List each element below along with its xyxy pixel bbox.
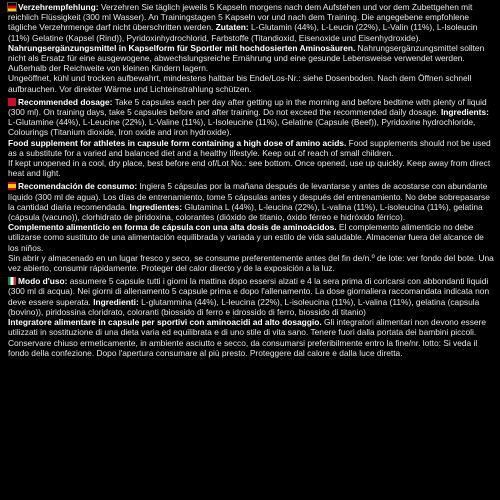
supplement-label-en: Food supplement for athletes in capsule form containing a high dose of amino acids. [8,137,347,148]
supplement-text-de: Nahrungsergänzungsmittel sollten nicht als Ersatz für eine ausgewogene, abwechslungsreiche Ernährung und eine gesunde Lebensweise verwendet werden. Außerhalb der Reichweite von kleinen Kindern lagern. [8,42,485,74]
storage-text-de: Ungeöffnet, kühl und trocken aufbewahrt, mindestens haltbar bis Ende/Los-Nr.: siehe Dosenboden. Nach dem Öffnen schnell aufbrauchen. Vor direkter Wärme und Lichteinstrahlung schützen. [8,73,472,94]
section-de [8,2,494,94]
flag-gb-icon [8,98,16,106]
storage-text-it: Conservare chiuso ermeticamente, in ambiente asciutto e secco, da consumarsi preferibilmente entro la fine/nr. lotto: Si veda il fondo della confezione. Dopo l'apertura consumare al più presto. Proteggere dal calore e dalla luce diretta. [8,337,478,358]
section-it [8,276,494,358]
ingredients-text-es: Glutamina L (44%), L-leucina (22%), L-valina (11%), L-isoleucina (11%), gelatina (cápsula (vacuno)), clorhidrato de piridoxina, colorantes (dióxido de titanio, óxido férreo e hidróxido férrico). [8,201,483,223]
ingredients-label-es: Ingredientes: [129,201,183,212]
ingredients-label-de: Zutaten: [215,22,249,33]
supplement-paragraph-es [8,222,494,253]
supplement-label-de: Nahrungsergänzungsmittel in Kapselform für Sportler mit hochdosierten Aminosäuren. [8,42,356,53]
dosage-label-es: Recomendación de consumo: [18,181,138,192]
supplement-text-en: Food supplements should not be used as a substitute for a varied and balanced diet and a healthy lifestyle. Keep out of reach of small children. [8,137,491,158]
dosage-text-en: Take 5 capsules each per day after getting up in the morning and before bedtime with plenty of liquid (300 ml). On training days, take 5 capsules before and after training. Do not exceed the recommended daily dosage. [8,96,487,118]
dosage-paragraph-de [8,2,494,43]
ingredients-label-it: Ingredienti: [93,296,139,307]
supplement-paragraph-it [8,317,494,337]
section-en [8,97,494,179]
ingredients-text-en: L-Glutamine (44%), L-Leucine (22%), L-Valine (11%), L-Isoleucine (11%), Gelatine (Capsule (Beef)), Pyridoxine hydrochloride, Colourings (Titanium dioxide, Iron oxide and iron hydroxide). [8,117,476,138]
dosage-label-en: Recommended dosage: [18,96,113,107]
dosage-paragraph-es [8,181,494,222]
ingredients-text-de: L-Glutamin (44%), L-Leucin (22%), L-Valin (11%), L-Isoleucin (11%) Gelatine (Kapsel (Rind)), Pyridoxinhydrochlorid, Farbstoffe (Titandioxid, Eisenoxide und Eisenhydroxide). [8,22,478,43]
flag-es-icon [8,182,16,190]
supplement-paragraph-en [8,138,494,158]
supplement-label-it: Integratore alimentare in capsule per sportivi con aminoacidi ad alto dosaggio. [8,317,322,328]
ingredients-label-en: Ingredients: [440,107,489,118]
dosage-paragraph-en [8,97,494,138]
flag-de-icon [8,3,16,11]
dosage-label-it: Modo d'uso: [18,276,68,287]
supplement-paragraph-de [8,43,494,74]
dosage-text-it: assumere 5 capsule tutti i giorni la mattina dopo essersi alzati e 4 la sera prima di coricarsi con abbondanti liquidi (300 ml di acqua). Nei giorni di allenamento 5 capsule prima e dopo l'allenamento. La dose giornaliera raccomandata indicata non deve essere superata. [8,276,490,307]
flag-it-icon [8,277,16,285]
dosage-text-de: Verzehren Sie täglich jeweils 5 Kapseln morgens nach dem Aufstehen und vor dem Zubettgehen mit reichlich Flüssigkeit (300 ml Wasser). An Trainingstagen 5 Kapseln vor und nach dem Training. Die angegebene empfohlene tägliche Verzehrmenge darf nicht überschritten werden. [8,2,473,33]
ingredients-text-it: L-glutammina (44%), L-leucina (22%), L-isoleucina (11%), L-valina (11%), gelatina (capsula (bovino)), piridossina cloridrato, coloranti (biossido di ferro e idrossido di ferro, biossido di titanio) [8,296,480,317]
dosage-label-de: Verzehrempfehlung: [18,2,99,12]
supplement-label-es: Complemento alimenticio en forma de cápsula con una alta dosis de aminoácidos. [8,222,337,233]
supplement-text-es: El complemento alimenticio no debe utilizarse como sustituto de una alimentación equilibrada y variada y un estilo de vida saludable. Almacenar fuera del alcance de los niños. [8,222,484,253]
storage-text-en: If kept unopened in a cool, dry place, best before end of/Lot No.: see bottom. Once opened, use up quickly. Keep away from direct heat and light. [8,158,491,179]
supplement-text-it: Gli integratori alimentari non devono essere utilizzati in sostituzione di una dieta varia ed equilibrata e di uno stile di vita sano. Tenere fuori dalla portata dei bambini piccoli. [8,317,487,338]
dosage-paragraph-it [8,276,494,317]
dosage-text-es: Ingiera 5 cápsulas por la mañana después de levantarse y antes de acostarse con abundante líquido (300 ml de agua). Los días de entrenamiento, tome 5 cápsulas antes y después del entrenamiento. No debe sobrepasarse la cantidad diaria recomendada. [8,181,490,212]
section-es [8,181,494,273]
storage-text-es: Sin abrir y almacenado en un lugar fresco y seco, se consume preferentemente antes del fin de/n.º de lote: ver fondo del bote. Una vez abierto, consumir rápidamente. Proteger del calor directo y de la exposición a la luz. [8,252,494,274]
